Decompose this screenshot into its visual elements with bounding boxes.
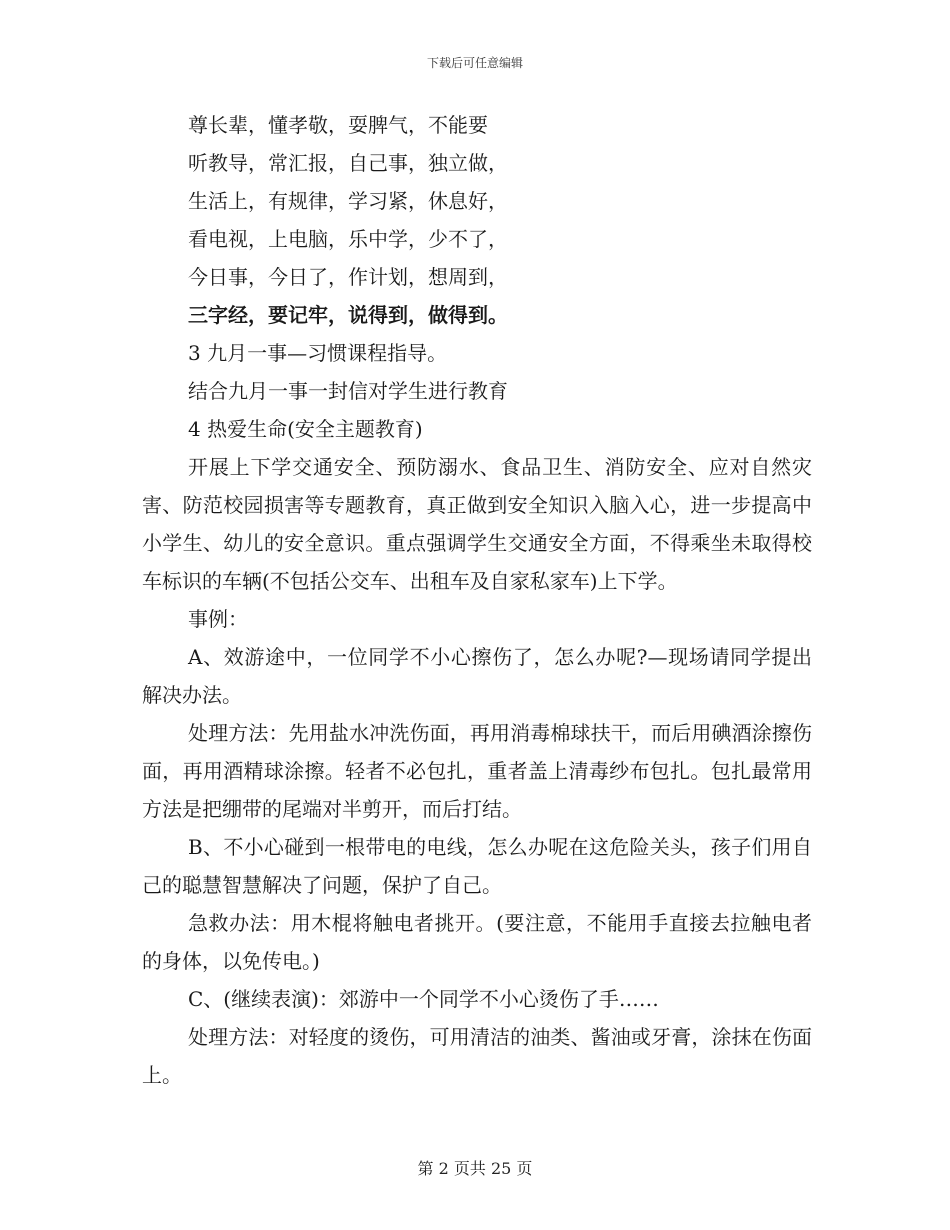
page-footer: 第 2 页共 25 页: [417, 1159, 533, 1178]
verse-line-bold: 三字经，要记牢，说得到，做得到。: [188, 303, 508, 327]
paragraph-example-a: A、效游途中，一位同学不小心擦伤了，怎么办呢?—现场请同学提出解决办法。: [142, 645, 812, 707]
verse-line: 今日事，今日了，作计划，想周到，: [188, 265, 508, 289]
paragraph-examples-label: 事例：: [188, 607, 248, 631]
paragraph-safety-education: 开展上下学交通安全、预防溺水、食品卫生、消防安全、应对自然灾害、防范校园损害等专题教育，真正做到安全知识入脑入心，进一步提高中小学生、幼儿的安全意识。重点强调学生交通安全方面，不得乘坐未取得校车标识的车辆(不包括公交车、出租车及自家私家车)上下学。: [142, 455, 812, 593]
paragraph-treatment-a: 处理方法：先用盐水冲洗伤面，再用消毒棉球扶干，而后用碘酒涂擦伤面，再用酒精球涂擦。轻者不必包扎，重者盖上清毒纱布包扎。包扎最常用方法是把绷带的尾端对半剪开，而后打结。: [142, 721, 812, 821]
verse-line: 尊长辈，懂孝敬，耍脾气，不能要: [188, 113, 488, 137]
verse-line: 听教导，常汇报，自己事，独立做，: [188, 151, 508, 175]
verse-line: 看电视，上电脑，乐中学，少不了，: [188, 227, 508, 251]
list-item: 3 九月一事—习惯课程指导。: [188, 341, 448, 365]
verse-line: 生活上，有规律，学习紧，休息好，: [188, 189, 508, 213]
section-heading: 4 热爱生命(安全主题教育): [188, 417, 423, 441]
paragraph-example-b: B、不小心碰到一根带电的电线，怎么办呢在这危险关头，孩子们用自己的聪慧智慧解决了问题，保护了自己。: [142, 835, 812, 897]
paragraph-treatment-c: 处理方法：对轻度的烫伤，可用清洁的油类、酱油或牙膏，涂抹在伤面上。: [142, 1025, 812, 1087]
paragraph-treatment-b: 急救办法：用木棍将触电者挑开。(要注意，不能用手直接去拉触电者的身体，以免传电。): [142, 911, 812, 973]
page-header: 下载后可任意编辑: [426, 56, 523, 70]
paragraph-example-c: C、(继续表演)：郊游中一个同学不小心烫伤了手……: [188, 987, 659, 1011]
list-item: 结合九月一事一封信对学生进行教育: [188, 379, 508, 403]
document-body: [142, 106, 812, 1094]
